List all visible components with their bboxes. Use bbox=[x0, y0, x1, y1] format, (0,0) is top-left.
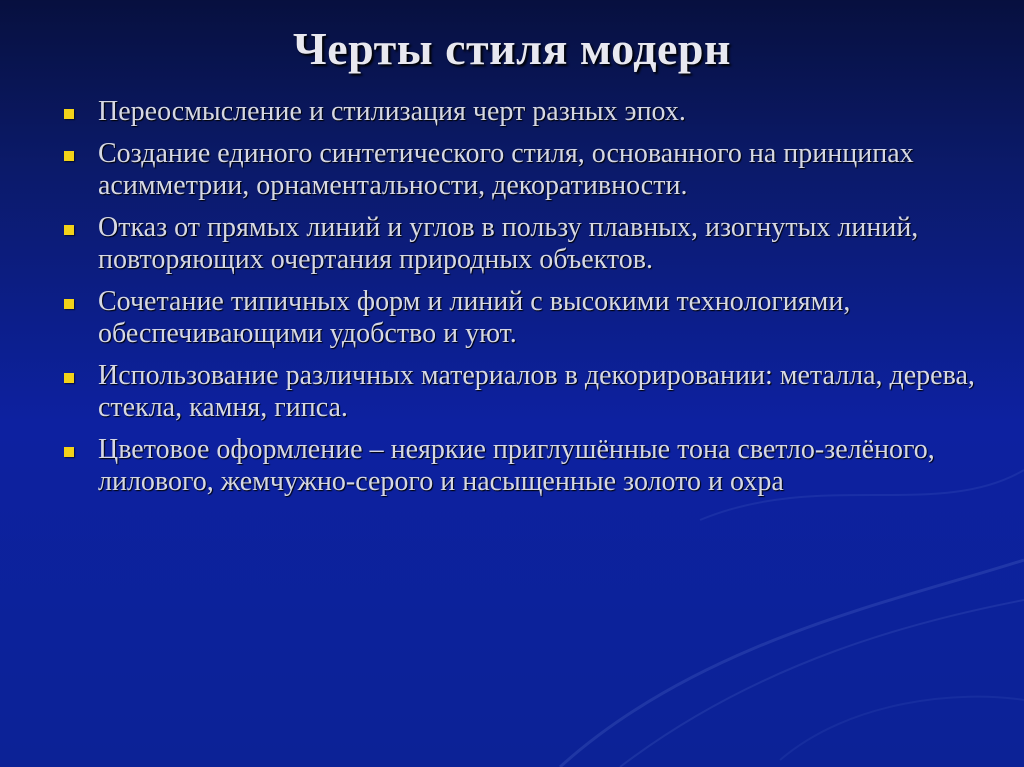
bullet-text: Использование различных материалов в декорировании: металла, дерева, стекла, камня, гипса. bbox=[98, 360, 975, 423]
bullet-list bbox=[60, 96, 980, 508]
bullet-item bbox=[60, 96, 980, 128]
bullet-item bbox=[60, 360, 980, 424]
bullet-text: Создание единого синтетического стиля, основанного на принципах асимметрии, орнаментальности, декоративности. bbox=[98, 138, 914, 201]
slide-title: Черты стиля модерн bbox=[292, 23, 732, 74]
yellow-square-bullet-icon bbox=[64, 447, 74, 457]
yellow-square-bullet-icon bbox=[64, 299, 74, 309]
bullet-item bbox=[60, 434, 980, 498]
bullet-text: Переосмысление и стилизация черт разных эпох. bbox=[98, 96, 686, 127]
yellow-square-bullet-icon bbox=[64, 109, 74, 119]
bullet-text: Сочетание типичных форм и линий с высокими технологиями, обеспечивающими удобство и уют. bbox=[98, 286, 851, 349]
yellow-square-bullet-icon bbox=[64, 373, 74, 383]
yellow-square-bullet-icon bbox=[64, 151, 74, 161]
bullet-text: Отказ от прямых линий и углов в пользу плавных, изогнутых линий, повторяющих очертания природных объектов. bbox=[98, 212, 919, 275]
bullet-item bbox=[60, 138, 980, 202]
yellow-square-bullet-icon bbox=[64, 225, 74, 235]
bullet-text: Цветовое оформление – неяркие приглушённые тона светло-зелёного, лилового, жемчужно-серого и насыщенные золото и охра bbox=[98, 434, 935, 497]
bullet-item bbox=[60, 286, 980, 350]
bullet-item bbox=[60, 212, 980, 276]
